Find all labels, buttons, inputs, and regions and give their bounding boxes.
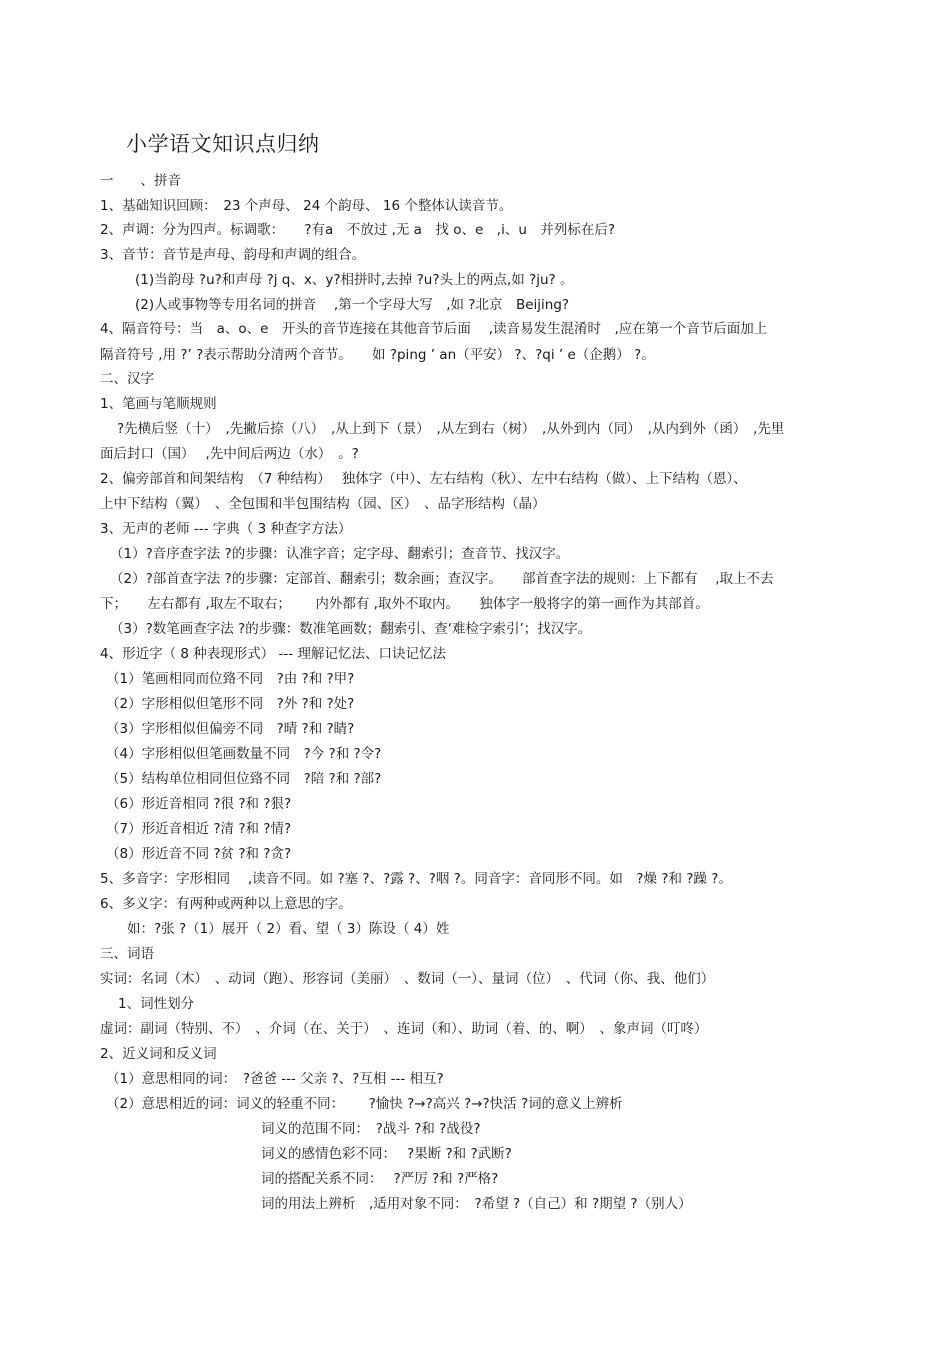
text-line: 上中下结构（翼） 、全包围和半包围结构（园、区） 、品字形结构（晶） <box>100 496 546 512</box>
text-line: 4、隔音符号：当 a、o、e 开头的音节连接在其他音节后面 ,读音易发生混淆时 ,应在第一个音节后面加上 <box>100 321 768 337</box>
text-line: (1)当韵母 ?u?和声母 ?j q、x、y?相拼时,去掉 ?u?头上的两点,如 ?ju? 。 <box>135 272 574 288</box>
text-line: 6、多义字：有两种或两种以上意思的字。 <box>100 896 352 912</box>
text-line: 实词：名词（木） 、动词（跑）、形容词（美丽） 、数词（一）、量词（位） 、代词（你、我、他们） <box>100 971 715 987</box>
text-line: 如：?张 ?（1）展开（ 2）看、望（ 3）陈设（ 4）姓 <box>127 921 450 937</box>
text-line: 1、笔画与笔顺规则 <box>100 396 217 412</box>
list-item: 词义的范围不同： ?战斗 ?和 ?战役? <box>261 1121 481 1137</box>
list-item: （1）意思相同的词： ?爸爸 --- 父亲 ?、?互相 --- 相互? <box>106 1071 444 1087</box>
list-item: （5）结构单位相同但位臵不同 ?陪 ?和 ?部? <box>106 771 382 787</box>
text-line: 4、形近字（ 8 种表现形式） --- 理解记忆法、口诀记忆法 <box>100 646 446 662</box>
section-heading-pinyin: 一 、拼音 <box>100 173 181 189</box>
text-line: (2)人或事物等专用名词的拼音 ,第一个字母大写 ,如 ?北京 Beijing? <box>135 297 570 313</box>
list-item: （8）形近音不同 ?贫 ?和 ?贪? <box>106 846 292 862</box>
text-line: 隔音符号 ,用 ?’ ?表示帮助分清两个音节。 如 ?ping ’ an（平安） ?、?qi ’ e（企鹅） ?。 <box>100 347 655 363</box>
page-title: 小学语文知识点归纳 <box>126 132 320 156</box>
text-line: 1、词性划分 <box>118 996 195 1012</box>
list-item: 词的搭配关系不同： ?严厉 ?和 ?严格? <box>261 1171 499 1187</box>
text-line: 2、声调：分为四声。标调歌： ?有a 不放过 ,无 a 找 o、e ,i、u 并列标在后? <box>100 222 616 238</box>
list-item: （4）字形相似但笔画数量不同 ?今 ?和 ?令? <box>106 746 382 762</box>
text-line: （1）?音序查字法 ?的步骤：认准字音；定字母、翻索引；查音节、找汉字。 <box>110 546 570 562</box>
text-line: （3）?数笔画查字法 ?的步骤：数准笔画数；翻索引、查‘难检字索引’；找汉字。 <box>110 621 592 637</box>
text-line: 虚词：副词（特别、不） 、介词（在、关于） 、连词（和）、助词（着、的、啊） 、象声词（叮咚） <box>100 1021 708 1037</box>
text-line: 2、近义词和反义词 <box>100 1046 217 1062</box>
text-line: 3、音节：音节是声母、韵母和声调的组合。 <box>100 247 366 263</box>
list-item: 词的用法上辨析 ,适用对象不同： ?希望 ?（自己）和 ?期望 ?（别人） <box>261 1196 692 1212</box>
list-item: （7）形近音相近 ?清 ?和 ?情? <box>106 821 292 837</box>
list-item: （2）意思相近的词：词义的轻重不同： ?愉快 ?→?高兴 ?→?快活 ?词的意义上辨析 <box>106 1096 623 1112</box>
text-line: 面后封口（国） ,先中间后两边（水） 。? <box>100 446 359 462</box>
text-line: 2、偏旁部首和间架结构 （7 种结构） 独体字（中）、左右结构（秋）、左中右结构（做）、上下结构（恩）、 <box>100 471 747 487</box>
list-item: （2）字形相似但笔形不同 ?外 ?和 ?处? <box>106 696 355 712</box>
section-heading-hanzi: 二、汉字 <box>100 371 154 387</box>
text-line: ?先横后竖（十） ,先撇后捺（八） ,从上到下（景） ,从左到右（树） ,从外到内（同） ,从内到外（函） ,先里 <box>117 421 785 437</box>
list-item: （1）笔画相同而位臵不同 ?由 ?和 ?甲? <box>106 671 355 687</box>
text-line: 3、无声的老师 --- 字典（ 3 种查字方法） <box>100 521 352 537</box>
text-line: 5、多音字：字形相同 ,读音不同。如 ?塞 ?、?露 ?、?咽 ?。同音字：音同形不同。如 ?燥 ?和 ?躁 ?。 <box>100 871 732 887</box>
section-heading-ciyu: 三、词语 <box>100 946 154 962</box>
text-line: 下； 左右都有 ,取左不取右； 内外都有 ,取外不取内。 独体字一般将字的第一画作为其部首。 <box>100 596 709 612</box>
text-line: （2）?部首查字法 ?的步骤：定部首、翻索引；数余画；查汉字。 部首查字法的规则：上下都有 ,取上不去 <box>110 571 774 587</box>
list-item: 词义的感情色彩不同： ?果断 ?和 ?武断? <box>261 1146 512 1162</box>
list-item: （3）字形相似但偏旁不同 ?晴 ?和 ?睛? <box>106 721 355 737</box>
list-item: （6）形近音相同 ?很 ?和 ?狠? <box>106 796 292 812</box>
text-line: 1、基础知识回顾： 23 个声母、 24 个韵母、 16 个整体认读音节。 <box>100 198 513 214</box>
